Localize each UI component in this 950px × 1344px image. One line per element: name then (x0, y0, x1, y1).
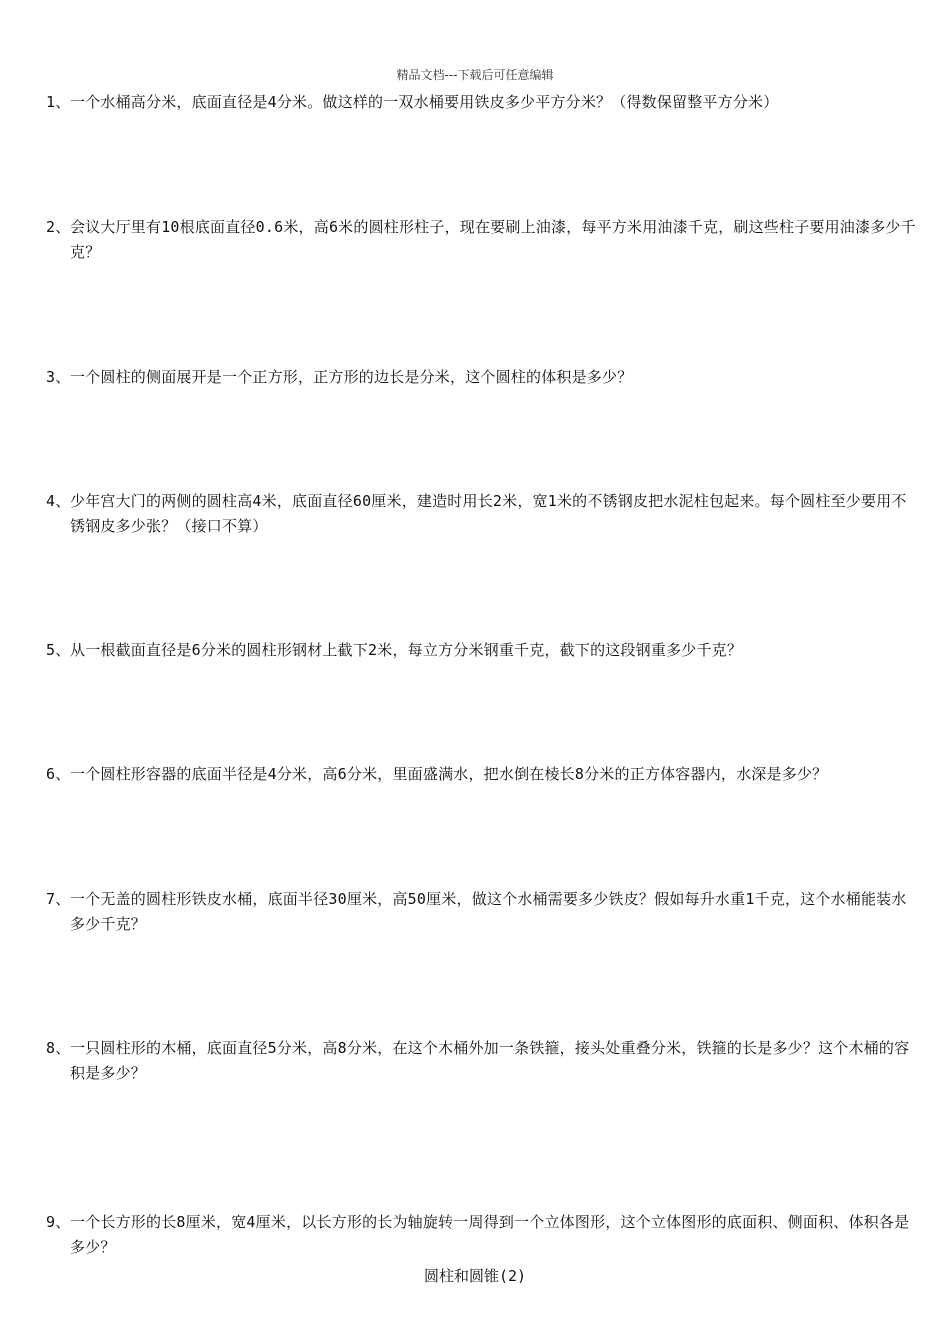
question-4 (46, 489, 918, 539)
question-text: 会议大厅里有10根底面直径0.6米，高6米的圆柱形柱子，现在要刷上油漆，每平方米用油漆千克，刷这些柱子要用油漆多少千克？ (70, 218, 916, 261)
question-3 (46, 365, 918, 390)
question-number: 8、 (46, 1039, 71, 1057)
question-text: 一个圆柱的侧面展开是一个正方形，正方形的边长是分米，这个圆柱的体积是多少？ (70, 368, 633, 386)
question-number: 6、 (46, 765, 71, 783)
question-number: 4、 (46, 492, 71, 510)
page-header: 精品文档---下载后可任意编辑 (396, 68, 554, 82)
question-text: 一个圆柱形容器的底面半径是4分米，高6分米，里面盛满水，把水倒在棱长8分米的正方体容器内，水深是多少？ (70, 765, 828, 783)
question-text: 一个水桶高分米，底面直径是4分米。做这样的一双水桶要用铁皮多少平方分米？（得数保留整平方分米） (70, 93, 779, 111)
question-8 (46, 1036, 918, 1086)
question-1 (46, 90, 918, 115)
page-footer-title: 圆柱和圆锥(2) (423, 1267, 527, 1285)
question-number: 1、 (46, 93, 71, 111)
question-text: 一只圆柱形的木桶，底面直径5分米，高8分米，在这个木桶外加一条铁箍，接头处重叠分米，铁箍的长是多少？这个木桶的容积是多少？ (70, 1039, 910, 1082)
question-number: 7、 (46, 890, 71, 908)
question-text: 少年宫大门的两侧的圆柱高4米，底面直径60厘米，建造时用长2米，宽1米的不锈钢皮把水泥柱包起来。每个圆柱至少要用不锈钢皮多少张？（接口不算） (70, 492, 907, 535)
question-number: 2、 (46, 218, 71, 236)
question-7 (46, 887, 918, 937)
question-number: 3、 (46, 368, 71, 386)
question-6 (46, 762, 918, 787)
question-text: 一个长方形的长8厘米，宽4厘米，以长方形的长为轴旋转一周得到一个立体图形，这个立体图形的底面积、侧面积、体积各是多少？ (70, 1213, 910, 1256)
question-number: 9、 (46, 1213, 71, 1231)
question-5 (46, 638, 918, 663)
question-text: 一个无盖的圆柱形铁皮水桶，底面半径30厘米，高50厘米，做这个水桶需要多少铁皮？假如每升水重1千克，这个水桶能装水多少千克？ (70, 890, 907, 933)
question-number: 5、 (46, 641, 71, 659)
question-2 (46, 215, 918, 265)
question-text: 从一根截面直径是6分米的圆柱形钢材上截下2米，每立方分米钢重千克，截下的这段钢重多少千克？ (70, 641, 743, 659)
question-9 (46, 1210, 918, 1260)
